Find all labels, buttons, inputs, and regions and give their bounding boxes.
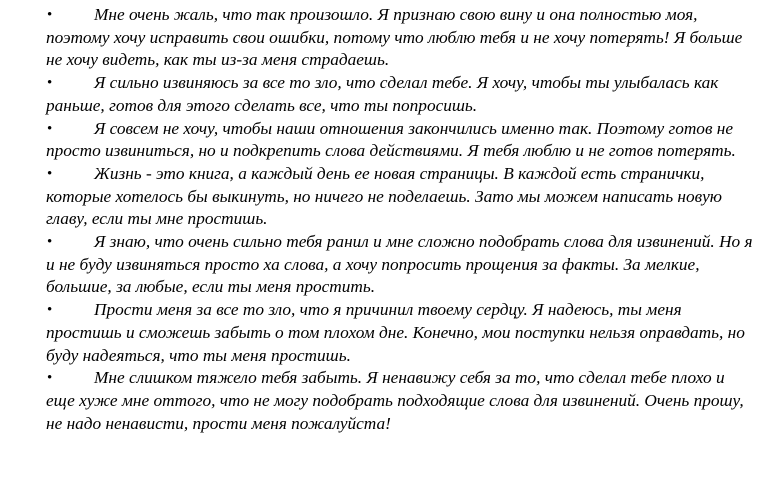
bullet-icon: • [47,234,53,251]
list-item [0,72,763,117]
list-item [0,299,763,367]
list-item-text: Жизнь - это книга, а каждый день ее новая страницы. В каждой есть странички, которые хотелось бы выкинуть, но ничего не поделаешь. Зато мы можем написать новую главу, если ты мне простишь. [46,163,722,229]
list-item-text: Я совсем не хочу, чтобы наши отношения закончились именно так. Поэтому готов не просто извиниться, но и подкрепить слова действиями. Я тебя люблю и не готов потерять. [46,118,736,161]
bullet-icon: • [47,75,53,92]
list-item [0,4,763,72]
list-item-text: Мне очень жаль, что так произошло. Я признаю свою вину и она полностью моя, поэтому хочу исправить свои ошибки, потому что люблю тебя и не хочу потерять! Я больше не хочу видеть, как ты из-за меня страдаешь. [46,5,743,70]
list-item-text: Я сильно извиняюсь за все то зло, что сделал тебе. Я хочу, чтобы ты улыбалась как раньше, готов для этого сделать все, что ты попросишь. [46,73,719,115]
bullet-icon: • [47,7,53,23]
bullet-icon: • [47,302,53,319]
apology-bullet-list [0,4,763,435]
bullet-icon: • [47,370,53,387]
list-item [0,163,763,231]
bullet-icon: • [47,165,53,182]
list-item-text: Я знаю, что очень сильно тебя ранил и мне сложно подобрать слова для извинений. Но я и не буду извиняться просто ха слова, а хочу попросить прощения за факты. За мелкие, большие, за любые, если ты меня простить. [46,232,753,297]
list-item [0,118,763,163]
bullet-icon: • [47,120,53,137]
list-item [0,367,763,435]
list-item-text: Мне слишком тяжело тебя забыть. Я ненавижу себя за то, что сделал тебе плохо и еще хуже мне оттого, что не могу подобрать подходящие слова для извинений. Очень прошу, не надо ненависти, прости меня пожалуйста! [46,368,744,433]
list-item-text: Прости меня за все то зло, что я причинил твоему сердцу. Я надеюсь, ты меня простишь и сможешь забыть о том плохом дне. Конечно, мои поступки нельзя оправдать, но буду надеяться, что ты меня простишь. [46,300,745,365]
list-item [0,231,763,299]
